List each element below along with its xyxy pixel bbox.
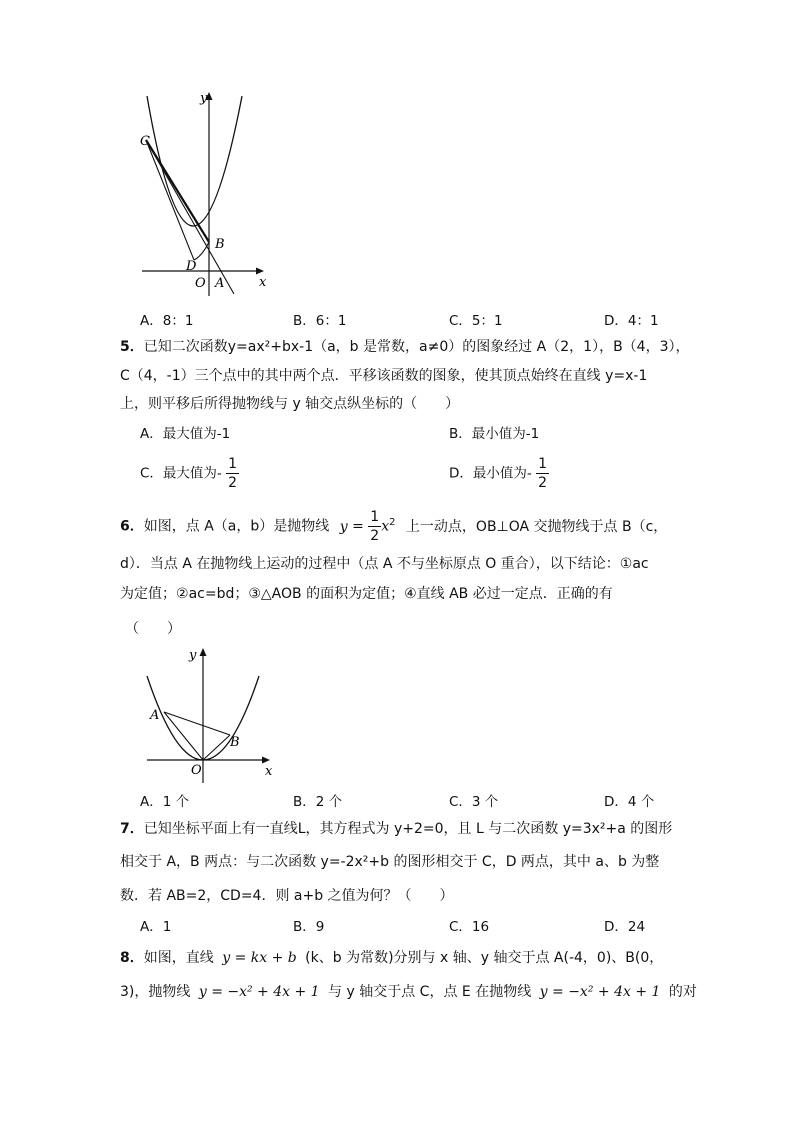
q6-eq-exponent: 2 bbox=[389, 516, 396, 528]
q6-option-a[interactable]: A．1 个 bbox=[140, 794, 190, 810]
q6-eq-fraction bbox=[368, 508, 381, 545]
q6-text-3d: 直线 AB 必过一定点．正确的有 bbox=[416, 586, 613, 602]
q6-number: 6． bbox=[120, 518, 144, 535]
fraction-denominator: 2 bbox=[228, 475, 238, 491]
x-axis bbox=[147, 757, 270, 764]
q5-line-2: C（4，-1）三个点中的其中两个点．平移该函数的图象，使其顶点始终在直线 y=x-1 bbox=[120, 368, 648, 384]
q6-line-2 bbox=[120, 555, 649, 573]
q7-line-3: 数．若 AB=2，CD=4．则 a+b 之值为何？（ ） bbox=[120, 888, 454, 904]
fraction-denominator: 2 bbox=[370, 528, 380, 544]
label-a: A bbox=[150, 708, 160, 723]
q8-parabola-equation-1: y = −x² + 4x + 1 bbox=[198, 984, 320, 1000]
q6-eq-y: y bbox=[339, 518, 348, 535]
fraction-numerator: 1 bbox=[228, 456, 238, 472]
q6-text-3c: △AOB 的面积为定值； bbox=[260, 586, 405, 602]
label-b: B bbox=[215, 237, 225, 252]
label-a: A bbox=[215, 276, 225, 291]
q6-text-1b: 上一动点，OB⊥OA 交抛物线于点 B（c， bbox=[405, 518, 668, 535]
parabola-curve bbox=[147, 96, 242, 226]
q5-option-c[interactable] bbox=[140, 455, 239, 492]
q7-option-d[interactable]: D．24 bbox=[604, 919, 646, 935]
q8-text-2b: 与 y 轴交于点 C，点 E 在抛物线 bbox=[328, 984, 532, 1000]
q8-line-2 bbox=[120, 983, 697, 1001]
q5-option-c-fraction bbox=[226, 455, 239, 492]
fraction-denominator: 2 bbox=[538, 475, 547, 491]
q7-number: 7． bbox=[120, 821, 144, 837]
q5-line-1 bbox=[120, 338, 690, 356]
circled-1: ① bbox=[619, 556, 633, 572]
q8-text-2c: 的对 bbox=[668, 984, 697, 1000]
q7-option-b[interactable]: B．9 bbox=[293, 919, 325, 935]
q7-option-c[interactable]: C．16 bbox=[449, 919, 490, 935]
q5-option-a[interactable]: A．最大值为-1 bbox=[140, 426, 231, 442]
q8-text-1a: 如图，直线 bbox=[143, 950, 214, 966]
q6-line-1 bbox=[120, 508, 667, 545]
q4-option-d[interactable]: D．4：1 bbox=[604, 313, 659, 329]
label-y: y bbox=[189, 648, 197, 663]
y-axis bbox=[206, 92, 213, 296]
label-c: C bbox=[140, 134, 150, 149]
q6-option-d[interactable]: D．4 个 bbox=[604, 794, 655, 810]
q4-option-b[interactable]: B．6：1 bbox=[293, 313, 347, 329]
q5-option-c-text: C．最大值为- bbox=[140, 465, 222, 482]
q5-option-b[interactable]: B．最小值为-1 bbox=[449, 426, 540, 442]
label-x: x bbox=[259, 275, 267, 290]
q5-option-d[interactable] bbox=[449, 455, 549, 492]
circled-3: ③ bbox=[248, 586, 261, 602]
q8-text-2a: 3)，抛物线 bbox=[120, 984, 191, 1000]
segment-cd bbox=[146, 140, 194, 260]
q8-parabola-equation-2: y = −x² + 4x + 1 bbox=[539, 984, 661, 1000]
q8-line-equation: y = kx + b bbox=[222, 950, 297, 966]
q7-text-1: 已知坐标平面上有一直线L，其方程式为 y+2=0，且 L 与二次函数 y=3x²+a 的图形 bbox=[143, 821, 673, 837]
q6-text-3b: ac=bd； bbox=[188, 586, 249, 602]
q6-option-b[interactable]: B．2 个 bbox=[293, 794, 343, 810]
label-x: x bbox=[265, 764, 273, 779]
label-d: D bbox=[186, 259, 197, 274]
q5-option-d-fraction bbox=[536, 455, 549, 492]
q6-eq-x: x bbox=[381, 518, 390, 535]
q6-text-2b: ac bbox=[632, 556, 649, 572]
label-o: O bbox=[191, 763, 202, 778]
q7-line-1 bbox=[120, 820, 672, 838]
q6-line-3 bbox=[120, 585, 613, 603]
q6-text-2: d）．当点 A 在抛物线上运动的过程中（点 A 不与坐标原点 O 重合），以下结论： bbox=[120, 556, 620, 572]
q7-line-2: 相交于 A，B 两点：与二次函数 y=-2x²+b 的图形相交于 C，D 两点，其中 a、b 为整 bbox=[120, 854, 660, 870]
q6-text-1a: 如图，点 A（a，b）是抛物线 bbox=[143, 518, 330, 535]
q5-line-3: 上，则平移后所得抛物线与 y 轴交点纵坐标的（ ） bbox=[120, 396, 460, 412]
q4-option-a[interactable]: A．8：1 bbox=[140, 313, 194, 329]
fraction-numerator: 1 bbox=[370, 509, 380, 525]
q4-option-c[interactable]: C．5：1 bbox=[449, 313, 503, 329]
q6-eq-sign: = bbox=[352, 518, 364, 535]
q8-line-1 bbox=[120, 949, 663, 967]
fraction-numerator: 1 bbox=[538, 456, 547, 472]
q8-number: 8． bbox=[120, 950, 144, 966]
circled-2: ② bbox=[176, 586, 189, 602]
q8-text-1b: (k、b 为常数)分别与 x 轴、y 轴交于点 A(-4，0)、B(0， bbox=[305, 950, 664, 966]
segment-ob bbox=[203, 735, 230, 760]
q6-text-3a: 为定值； bbox=[120, 586, 176, 602]
label-o: O bbox=[195, 276, 206, 291]
q6-option-c[interactable]: C．3 个 bbox=[449, 794, 499, 810]
circled-4: ④ bbox=[404, 586, 417, 602]
q5-number: 5． bbox=[120, 339, 144, 355]
q7-option-a[interactable]: A．1 bbox=[140, 919, 172, 935]
q5-option-d-text: D．最小值为- bbox=[449, 465, 532, 482]
q5-text-1: 已知二次函数y=ax²+bx-1（a，b 是常数，a≠0）的图象经过 A（2，1），B（4，3）， bbox=[143, 339, 690, 355]
figure-parabola-cbd bbox=[130, 88, 280, 298]
segment-cb bbox=[146, 140, 209, 242]
q6-line-4: （ ） bbox=[125, 621, 181, 637]
label-b: B bbox=[230, 735, 240, 750]
x-axis bbox=[142, 268, 264, 275]
figure-parabola-aob bbox=[135, 643, 285, 788]
label-y: y bbox=[200, 91, 208, 106]
segment-db bbox=[194, 242, 209, 260]
